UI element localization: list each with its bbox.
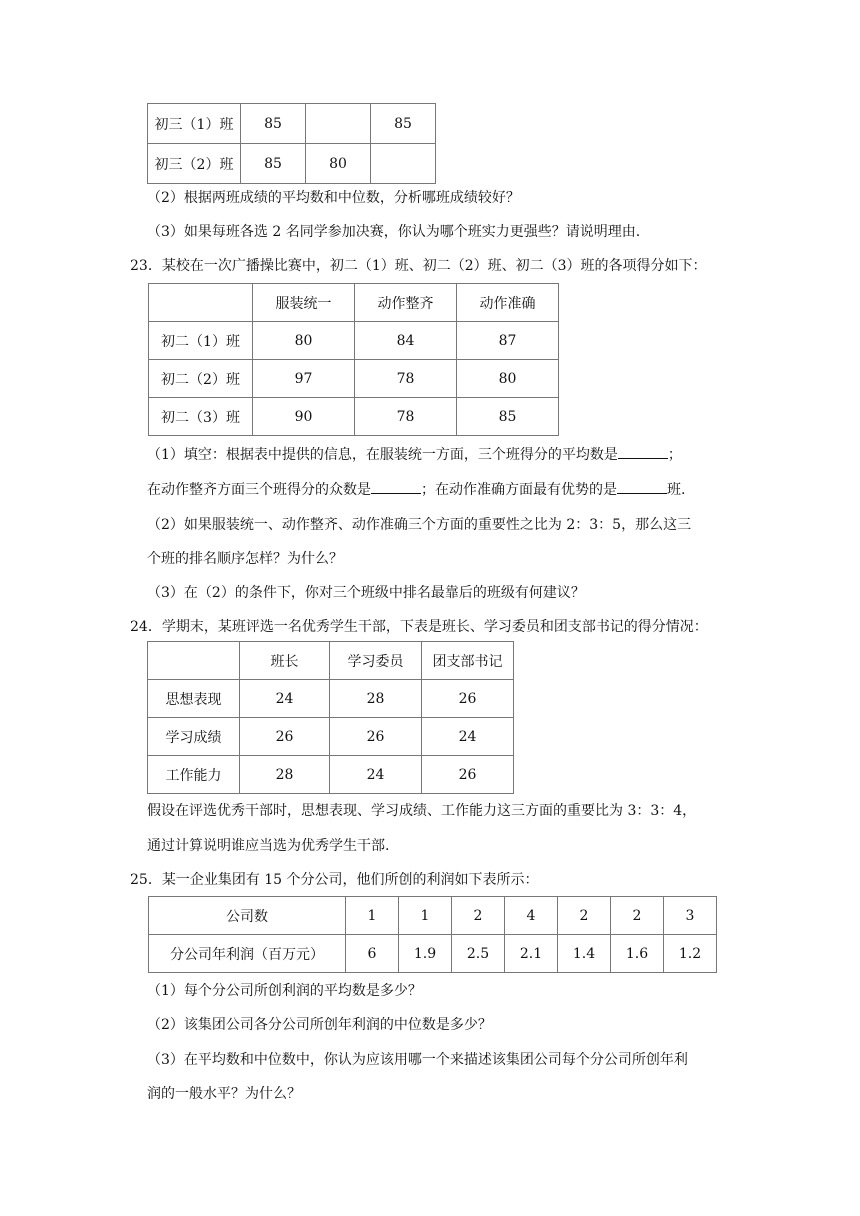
answer-blank — [618, 444, 668, 459]
table-cell: 6 — [346, 935, 399, 973]
table-row — [149, 398, 559, 436]
table-row — [149, 360, 559, 398]
answer-blank — [617, 479, 667, 494]
table-header-cell — [149, 284, 253, 322]
table-cell: 78 — [355, 398, 457, 436]
table-header-cell: 动作准确 — [457, 284, 559, 322]
table-cell: 初二（2）班 — [149, 360, 253, 398]
table-cell: 2.5 — [452, 935, 505, 973]
table-cell: 80 — [457, 360, 559, 398]
q25-part3-line1: （3）在平均数和中位数中，你认为应该用哪一个来描述该集团公司每个分公司所创年利 — [147, 1052, 688, 1068]
q24-score-table — [147, 641, 514, 794]
table-cell: 学习成绩 — [148, 718, 240, 756]
q23-part1-line2 — [147, 479, 685, 500]
table-cell: 87 — [457, 322, 559, 360]
table-row — [148, 104, 436, 144]
table-cell: 初二（1）班 — [149, 322, 253, 360]
q24-text-line1: 假设在评选优秀干部时，思想表现、学习成绩、工作能力这三方面的重要比为 3：3：4， — [147, 803, 697, 819]
q25-part3-line2: 润的一般水平？为什么？ — [147, 1086, 301, 1102]
table-cell: 90 — [253, 398, 355, 436]
table-cell: 80 — [306, 144, 371, 184]
table-cell: 1.6 — [611, 935, 664, 973]
table-cell: 3 — [664, 897, 717, 935]
table-cell: 2.1 — [505, 935, 558, 973]
table-header-row — [149, 284, 559, 322]
table-cell: 公司数 — [149, 897, 346, 935]
table-cell: 24 — [422, 718, 514, 756]
table-header-cell: 班长 — [240, 642, 330, 680]
q23-part3: （3）在（2）的条件下，你对三个班级中排名最靠后的班级有何建议？ — [147, 585, 585, 601]
table-cell: 工作能力 — [148, 756, 240, 794]
q23-part2-line1: （2）如果服装统一、动作整齐、动作准确三个方面的重要性之比为 2：3：5，那么这三 — [147, 517, 692, 533]
table-cell: 85 — [241, 144, 306, 184]
table-cell: 26 — [240, 718, 330, 756]
q23-part1-line1 — [147, 444, 682, 465]
table-cell: 85 — [457, 398, 559, 436]
table-cell: 26 — [422, 680, 514, 718]
table-row — [149, 897, 717, 935]
table-row — [149, 322, 559, 360]
table-cell — [371, 144, 436, 184]
q25-profit-table — [148, 896, 717, 973]
table-cell: 85 — [371, 104, 436, 144]
text: 在动作整齐方面三个班得分的众数是 — [147, 482, 371, 498]
table-header-cell: 学习委员 — [330, 642, 422, 680]
table-header-cell: 动作整齐 — [355, 284, 457, 322]
q23-score-table — [148, 283, 559, 436]
table-cell: 80 — [253, 322, 355, 360]
table-row — [148, 756, 514, 794]
table-cell: 1.9 — [399, 935, 452, 973]
table-cell: 84 — [355, 322, 457, 360]
table-cell: 26 — [422, 756, 514, 794]
table-cell — [306, 104, 371, 144]
table-cell: 1.4 — [558, 935, 611, 973]
q25-part2: （2）该集团公司各分公司所创年利润的中位数是多少？ — [147, 1017, 492, 1033]
table-cell: 1.2 — [664, 935, 717, 973]
q22-score-table — [147, 103, 436, 184]
table-header-cell — [148, 642, 240, 680]
table-row — [148, 680, 514, 718]
table-row — [148, 718, 514, 756]
table-cell: 1 — [346, 897, 399, 935]
table-cell: 28 — [330, 680, 422, 718]
table-cell: 78 — [355, 360, 457, 398]
q24-stem: 24．学期末，某班评选一名优秀学生干部，下表是班长、学习委员和团支部书记的得分情况： — [130, 619, 708, 635]
table-cell: 24 — [240, 680, 330, 718]
q22-part3: （3）如果每班各选 2 名同学参加决赛，你认为哪个班实力更强些？请说明理由. — [147, 224, 641, 240]
q25-stem: 25．某一企业集团有 15 个分公司，他们所创的利润如下表所示： — [130, 872, 539, 888]
table-cell: 24 — [330, 756, 422, 794]
table-cell: 1 — [399, 897, 452, 935]
table-cell: 初二（3）班 — [149, 398, 253, 436]
q24-text-line2: 通过计算说明谁应当选为优秀学生干部. — [147, 838, 390, 854]
text: 班. — [667, 482, 686, 498]
table-cell: 初三（2）班 — [148, 144, 241, 184]
table-cell: 26 — [330, 718, 422, 756]
table-row — [149, 935, 717, 973]
table-cell: 思想表现 — [148, 680, 240, 718]
q23-part2-line2: 个班的排名顺序怎样？为什么？ — [147, 551, 343, 567]
table-cell: 85 — [241, 104, 306, 144]
table-cell: 2 — [611, 897, 664, 935]
text: （1）填空：根据表中提供的信息，在服装统一方面，三个班得分的平均数是 — [147, 447, 618, 463]
table-header-cell: 服装统一 — [253, 284, 355, 322]
table-cell: 28 — [240, 756, 330, 794]
text: ； — [667, 447, 682, 463]
table-cell: 4 — [505, 897, 558, 935]
answer-blank — [371, 479, 421, 494]
table-cell: 97 — [253, 360, 355, 398]
table-cell: 2 — [452, 897, 505, 935]
table-cell: 初三（1）班 — [148, 104, 241, 144]
q23-stem: 23．某校在一次广播操比赛中，初二（1）班、初二（2）班、初二（3）班的各项得分如下： — [130, 258, 707, 274]
q22-part2: （2）根据两班成绩的平均数和中位数，分析哪班成绩较好？ — [147, 190, 520, 206]
table-header-row — [148, 642, 514, 680]
text: ；在动作准确方面最有优势的是 — [421, 482, 617, 498]
table-header-cell: 团支部书记 — [422, 642, 514, 680]
table-cell: 分公司年利润（百万元） — [149, 935, 346, 973]
q25-part1: （1）每个分公司所创利润的平均数是多少？ — [147, 983, 422, 999]
table-cell: 2 — [558, 897, 611, 935]
table-row — [148, 144, 436, 184]
